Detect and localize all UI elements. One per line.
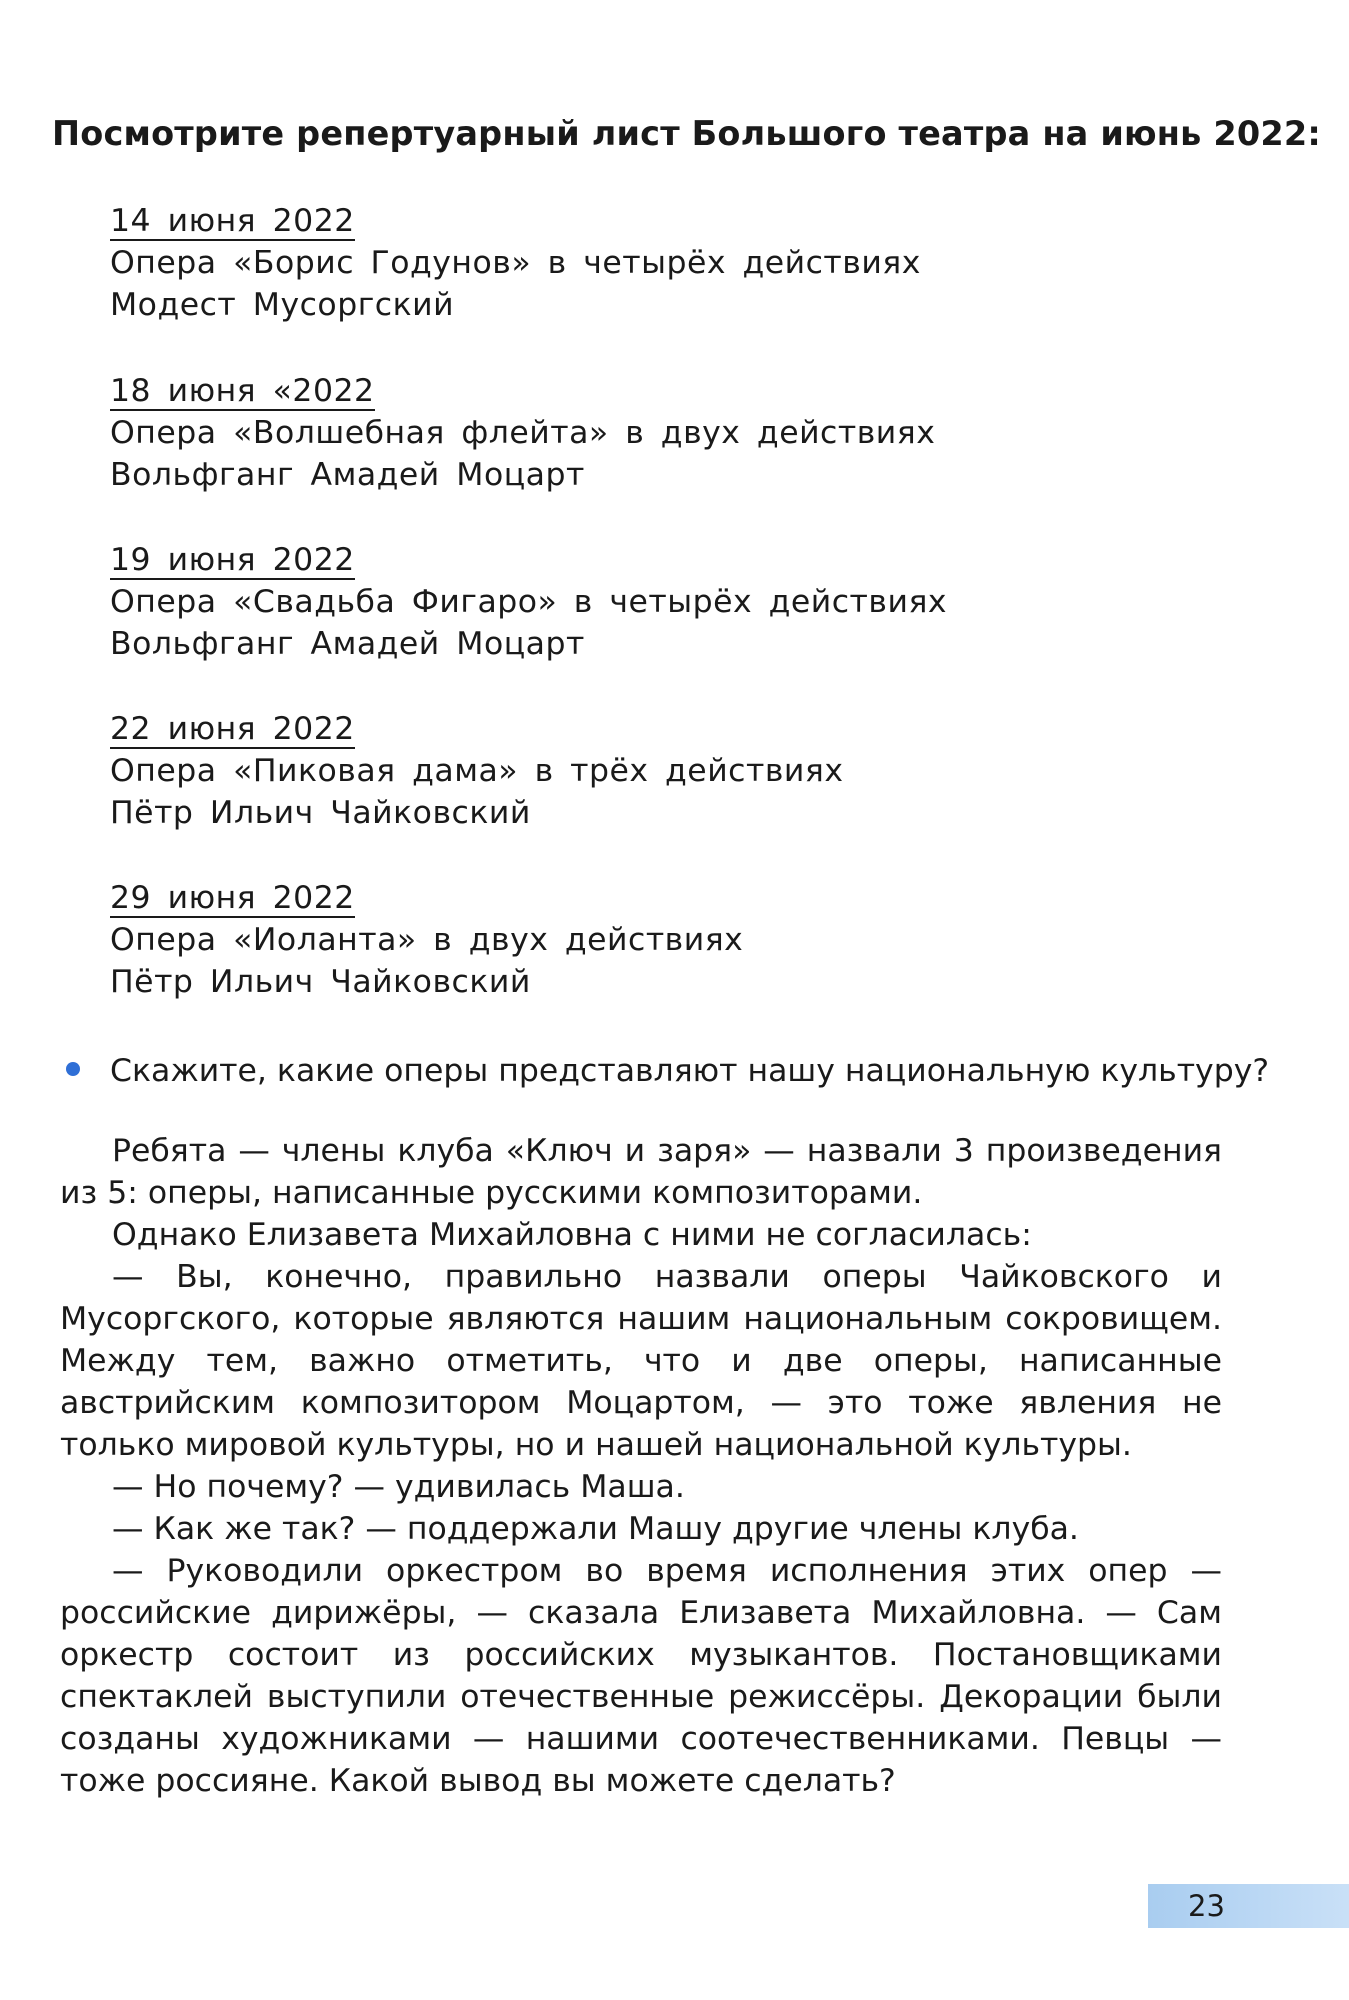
event-composer: Пётр Ильич Чайковский [110, 795, 531, 831]
event-composer: Вольфганг Амадей Моцарт [110, 457, 585, 493]
body-text [60, 1130, 1222, 1802]
paragraph: — Руководили оркестром во время исполнения этих опер — российские дирижёры, — сказала Елизавета Михайловна. — Сам оркестр состоит из российских музыкантов. Постановщиками спектаклей выступили отечественные режиссёры. Декорации были созданы художниками — нашими соотечественниками. Певцы — тоже россияне. Какой вывод вы можете сделать? [60, 1553, 1222, 1799]
event-date: 19 июня 2022 [110, 542, 355, 578]
event-title: Опера «Борис Годунов» в четырёх действиях [110, 245, 921, 281]
event-composer: Модест Мусоргский [110, 287, 455, 323]
page-heading: Посмотрите репертуарный лист Большого театра на июнь 2022: [52, 114, 1322, 153]
event-composer: Пётр Ильич Чайковский [110, 964, 531, 1000]
paragraph: — Как же так? — поддержали Машу другие члены клуба. [112, 1511, 1079, 1547]
paragraph: — Но почему? — удивилась Маша. [112, 1469, 685, 1505]
paragraph: — Вы, конечно, правильно назвали оперы Чайковского и Мусоргского, которые являются нашим национальным сокровищем. Между тем, важно отметить, что и две оперы, написанные австрийским композитором Моцартом, — это тоже явления не только мировой культуры, но и нашей национальной культуры. [60, 1259, 1222, 1463]
event-title: Опера «Волшебная флейта» в двух действиях [110, 415, 936, 451]
bullet-dot-icon [66, 1062, 80, 1076]
event-item [110, 200, 921, 326]
event-date: 14 июня 2022 [110, 203, 355, 239]
question-text: Скажите, какие оперы представляют нашу национальную культуру? [110, 1053, 1270, 1089]
event-item [110, 539, 947, 665]
event-title: Опера «Свадьба Фигаро» в четырёх действиях [110, 584, 948, 620]
event-title: Опера «Пиковая дама» в трёх действиях [110, 753, 844, 789]
page-number: 23 [1148, 1884, 1349, 1928]
event-date: 29 июня 2022 [110, 880, 355, 916]
event-title: Опера «Иоланта» в двух действиях [110, 922, 744, 958]
event-composer: Вольфганг Амадей Моцарт [110, 626, 585, 662]
event-date: 22 июня 2022 [110, 711, 355, 747]
event-item [110, 708, 843, 834]
event-date: 18 июня «2022 [110, 373, 375, 409]
event-item [110, 370, 935, 496]
paragraph: Однако Елизавета Михайловна с ними не согласилась: [112, 1217, 1032, 1253]
event-item [110, 877, 743, 1003]
paragraph: Ребята — члены клуба «Ключ и заря» — назвали 3 произведения из 5: оперы, написанные русскими композиторами. [60, 1133, 1222, 1211]
